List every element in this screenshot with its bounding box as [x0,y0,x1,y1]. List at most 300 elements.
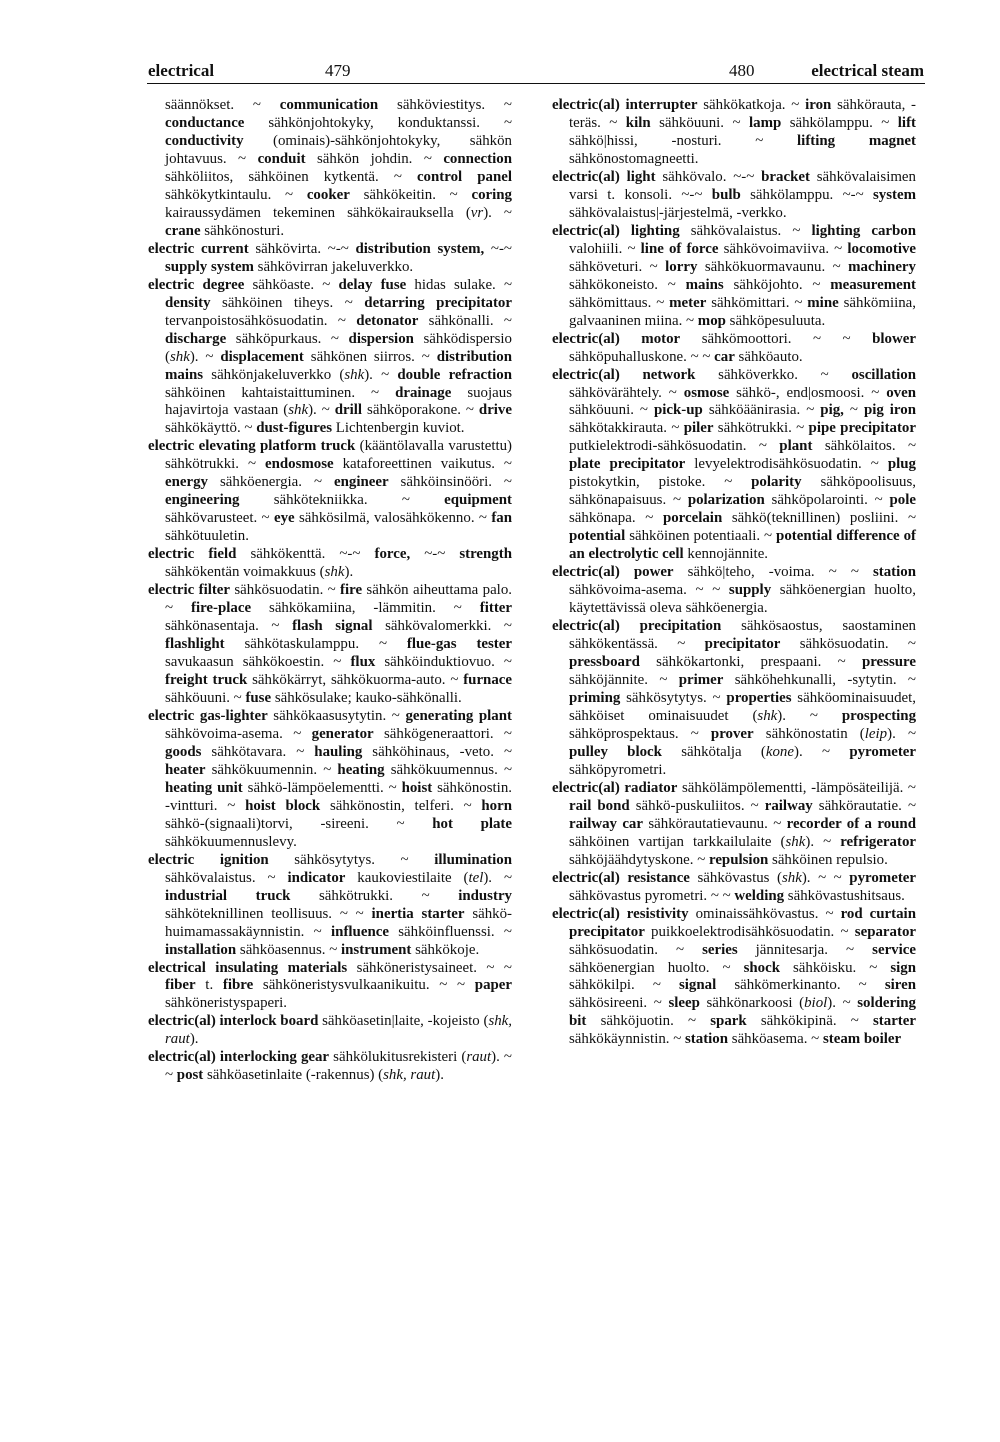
definition-text: sähköuuni. ~ [165,689,246,706]
definition-text: sähkövalomerkki. ~ [372,618,512,635]
headword: heating unit [165,779,243,796]
headword: flue-gas tester [406,636,512,653]
definition-text: ~ [843,402,864,419]
headword: flash signal [292,618,373,635]
definition-text: kataforeettinen vaikutus. ~ [333,456,512,473]
definition-text: sähkön aiheuttama palo. ~ [165,582,512,617]
dictionary-entry [552,780,916,870]
definition-text: ). ~ [364,366,398,383]
headword: bulb [711,186,741,203]
definition-text: sähkötuuletin. [165,528,249,545]
headword: electric(al) lighting [552,222,680,239]
headword: potential [569,528,626,545]
definition-text: ). ~ [793,743,850,760]
definition-text: sähkösytytys. ~ [620,689,727,706]
headword: oven [886,384,916,401]
definition-text: sähköauto. [734,348,803,365]
definition-text: sähköpurkaus. ~ [226,330,349,347]
headword: siren [884,977,916,994]
definition-text: sähköverkko. ~ [695,366,852,383]
headword: electric(al) resistivity [552,905,689,922]
definition-text: sähkö-(signaali)torvi, -sireeni. ~ [165,815,433,832]
definition-text: sähköneristysvulkaanikuitu. ~ ~ [253,977,475,994]
definition-text: sähköjohto. ~ [723,276,831,293]
headword: illumination [434,851,512,868]
field-label: shk, raut [383,1067,436,1084]
definition-text: sähkönostomagneetti. [569,150,699,167]
definition-text: sähkövalaistus|-järjestelmä, -verkko. [569,204,787,221]
headword: welding [734,887,785,904]
definition-text: sähkökärryt, sähkökuorma-auto. ~ [247,672,464,688]
definition-text: jännitesarja. ~ [737,941,873,958]
headword: distribution system, [355,240,485,257]
headword: polarization [687,492,765,509]
definition-text: sähköneristysaineet. ~ ~ [347,959,512,976]
definition-text: sähkötrukki. ~ [713,420,809,437]
headword: railway car [569,815,643,832]
field-label: shk [344,366,365,383]
definition-text: sähkö-puskuliitos. ~ [629,797,765,814]
definition-text: sähkökäyttö. ~ [165,420,257,437]
definition-text: sähkögeneraattori. ~ [373,725,512,742]
definition-text: sähköasetinlaite (-rakennus) ( [203,1067,384,1084]
definition-text: sähkösytytys. ~ [268,851,435,868]
headword: lift [897,114,916,131]
headword: kiln [625,114,651,131]
headword: goods [165,743,202,760]
headword: locomotive [847,240,917,257]
headword: measurement [830,276,916,293]
definition-text: sähköinen kahtaistaittuminen. ~ [165,384,396,401]
definition-text: tervanpoistosähkösuodatin. ~ [165,312,357,329]
headword: electric(al) radiator [552,779,678,796]
field-label: leip [864,725,888,742]
definition-text: sähkövalaistus. ~ [679,222,812,239]
field-label: tel [468,869,484,886]
headword: installation [165,941,237,958]
definition-text: sähkökentän voimakkuus ( [165,564,325,581]
headword: mains [685,276,724,293]
definition-text: ). ~ [483,869,512,886]
definition-text: sähkökuumennuslevy. [165,833,297,850]
headword: connection [443,150,512,167]
definition-text: sähkösireeni. ~ [569,995,669,1012]
headword: dust-figures [256,420,333,437]
definition-text: Lichtenbergin kuviot. [332,420,465,437]
definition-text: sähkötavara. ~ [201,743,315,760]
headword: pig iron [863,402,917,419]
headword: control panel [416,168,512,185]
field-label: shk [288,402,309,419]
field-label: shk, raut [165,1013,513,1048]
definition-text: puikkoelektrodisähkösuodatin. ~ [644,923,855,940]
definition-text: sähköliitos, sähköinen kytkentä. ~ [165,168,417,185]
definition-text: sähköneristyspaperi. [165,995,287,1012]
dictionary-entry [148,708,512,852]
headword: hauling [314,743,363,760]
definition-text: sähkövastushitsaus. [784,887,905,904]
definition-text: sähkökipinä. ~ [746,1013,873,1030]
headword: crane [165,222,201,239]
definition-text: sähköjäähdytyskone. ~ [569,851,709,868]
definition-text: sähkö|hissi, -nosturi. ~ [569,132,798,149]
definition-text: sähkövoimaviiva. ~ [718,240,848,257]
definition-text: sähköäänirasia. ~ [702,402,821,419]
headword: repulsion [708,851,769,868]
headword: endosmose [264,456,334,473]
headword: force, [374,546,411,563]
definition-text: valohiili. ~ [569,240,641,257]
definition-text: sähkömittaus. ~ [569,294,670,311]
definition-text: sähkökatkoja. ~ [697,97,806,113]
dictionary-entry [552,906,916,1050]
headword: drainage [395,384,452,401]
definition-text: sähköpolarointi. ~ [764,492,890,509]
definition-text: sähkönostatin ( [753,725,865,742]
left-page-number: 479 [325,61,351,80]
headword: generator [311,725,374,742]
headword: delay fuse [338,276,407,293]
definition-text: sähkökäynnistin. ~ [569,1031,686,1048]
dictionary-entry [552,169,916,223]
definition-text: sähkökamiina, -lämmitin. ~ [251,600,480,617]
definition-text: sähkösuodatin. ~ [569,941,703,958]
definition-text: sähkövastus pyrometri. ~ ~ [569,887,735,904]
definition-text: t. [195,977,223,994]
definition-text: sähkönostin. -vintturi. ~ [165,779,512,814]
definition-text: sähkö(teknillinen) posliini. ~ [722,510,916,527]
headword: eye [273,510,295,527]
dictionary-entry [552,223,916,331]
headword: hoist [401,779,433,796]
headword: osmose [683,384,730,401]
headword: recorder of a round [786,815,916,832]
definition-text: sähköjännite. ~ [569,672,679,688]
definition-text: ). ~ [777,707,842,724]
definition-text: sähköinfluenssi. ~ [388,923,512,940]
definition-text: sähkökoje. [411,941,480,958]
definition-text: sähköhinaus, -veto. ~ [362,743,512,760]
definition-text: kaukoviestilaite ( [345,869,469,886]
headword: supply system [165,258,254,275]
definition-text: sähkökaasusytytin. ~ [267,707,406,724]
headword: mop [697,312,726,329]
definition-text: sähkövarusteet. ~ [165,510,274,527]
definition-text: sähkötakkirauta. ~ [569,420,684,437]
headword: electric(al) power [552,564,674,581]
definition-text: sähkökenttä. ~-~ [236,546,375,563]
headword: double refraction [397,366,512,383]
definition-text: sähkökeitin. ~ [349,186,472,203]
headword: blower [872,330,916,347]
headword: conductance [165,114,245,131]
headword: soldering bit [569,995,917,1030]
headword: lorry [665,258,698,275]
definition-text: sähkömerkinanto. ~ [716,977,885,994]
headword: piler [683,420,714,437]
headword: heating [337,761,385,778]
dictionary-entry [552,564,916,618]
definition-text: sähkösaostus, saostaminen sähkökentässä. ~ [569,618,916,653]
definition-text: sähkötrukki. ~ [290,887,459,904]
dictionary-entry [552,331,916,367]
dictionary-entry [552,870,916,906]
definition-text: sähköaste. ~ [244,276,339,293]
definition-text: sähkölaitos. ~ [812,438,916,455]
definition-text: sähköpyrometri. [569,761,667,778]
definition-text: sähkökytkintaulu. ~ [165,186,307,203]
headword: coring [471,186,512,203]
right-page-number: 480 [729,61,755,80]
headword: potential difference of an electrolytic cell [569,528,916,563]
headword: iron [805,97,832,113]
definition-text: sähkötalja ( [661,743,766,760]
definition-text: sähkönosturi. [200,222,285,239]
definition-text: sähköenergia. ~ [208,474,334,491]
headword: properties [726,689,792,706]
definition-text: sähkövirran jakeluverkko. [253,258,414,275]
headword: plate precipitator [569,456,686,473]
headword: industry [458,887,512,904]
headword: fan [491,510,512,527]
headword: electric degree [148,276,245,293]
definition-text: ). ~ [189,348,221,365]
definition-text: sähköisku. ~ [779,959,891,976]
headword: fire [340,582,363,599]
dictionary-entry [148,960,512,1014]
definition-text: sähköasema. ~ [728,1031,823,1048]
definition-text: sähkönapa. ~ [569,510,663,527]
headword: conductivity [165,132,244,149]
dictionary-entry [148,852,512,960]
definition-text: sähkö-lämpöelementti. ~ [242,779,402,796]
headword: precipitator [704,636,781,653]
definition-text: sähkösulake; kauko-sähkönalli. [271,689,462,706]
field-label: shk [785,833,806,850]
definition-text: sähkövastus ( [689,869,782,886]
definition-text: sähköenergian huolto, käytettävissä oleva sähköenergia. [569,582,916,617]
definition-text: sähköasennus. ~ [236,941,342,958]
definition-text: sähköinen vartijan tarkkailulaite ( [569,833,786,850]
left-column [148,97,512,1085]
headword: energy [165,474,208,491]
headword: generating plant [405,707,512,724]
definition-text: sähkösilmä, valosähkökenno. ~ [294,510,492,527]
right-column [552,97,916,1049]
definition-text: sähkövärähtely. ~ [569,384,684,401]
definition-text: sähköteknillinen teollisuus. ~ ~ [165,905,372,922]
field-label: biol [804,995,828,1012]
field-label: shk [757,707,778,724]
headword: pole [889,492,916,509]
headword: pick-up [654,402,703,419]
definition-text: sähkösuodatin. ~ [230,582,341,599]
headword: heater [165,761,206,778]
headword: conduit [257,150,306,167]
headword: equipment [444,492,512,509]
definition-text: sähkönen siirros. ~ [303,348,437,365]
definition-text: savukaasun sähkökoestin. ~ [165,654,351,671]
headword: freight truck [165,672,248,688]
headword: electrical insulating materials [148,959,348,976]
field-label: kone [765,743,794,760]
definition-text: kairaussydämen tekeminen sähkökairauksella ( [165,204,471,221]
field-label: shk [781,869,802,886]
headword: priming [569,689,621,706]
definition-text: sähköinen repulsio. [768,851,888,868]
headword: cooker [306,186,350,203]
headword: rod curtain precipitator [569,905,916,940]
definition-text: sähkökartonki, prespaani. ~ [639,654,862,671]
headword: porcelain [662,510,723,527]
definition-text: sähkövoima-asema. ~ [165,725,312,742]
definition-text: kennojännite. [683,546,769,563]
headword: electric field [148,546,237,563]
headword: influence [331,923,389,940]
definition-text: sähkövalo. ~-~ [655,168,762,185]
definition-text: sähköpuhalluskone. ~ ~ [569,348,715,365]
headword: sign [890,959,916,976]
header-rule [147,83,925,84]
definition-text: sähkönalli. ~ [418,312,512,329]
definition-text: sähköominaisuudet, sähköiset ominaisuudet ( [569,689,916,724]
headword: prospecting [841,707,917,724]
definition-text: ). [435,1067,444,1084]
definition-text: sähköpesuluuta. [725,312,826,329]
dictionary-entry [148,1013,512,1049]
headword: flux [350,654,376,671]
headword: steam boiler [822,1031,902,1048]
definition-text: sähkölukitusrekisteri ( [329,1049,467,1066]
headword: fiber [165,977,196,994]
headword: railway [764,797,813,814]
headword: oscillation [851,366,916,383]
headword: service [872,941,916,958]
definition-text: ). ~ [805,833,841,850]
definition-text: ). ~ [827,995,858,1012]
dictionary-entry [148,582,512,708]
headword: drive [478,402,512,419]
definition-text: sähkön johdin. ~ [305,150,444,167]
definition-text: sähkönasentaja. ~ [165,618,293,635]
headword: pyrometer [849,743,917,760]
field-label: shk [169,348,190,365]
headword: line of force [640,240,719,257]
headword: electric current [148,240,249,257]
headword: post [176,1067,204,1084]
headword: series [702,941,738,958]
definition-text: sähkömiina, galvaaninen miina. ~ [569,294,916,329]
headword: detarring precipitator [364,294,512,311]
definition-text: sähköinduktiovuo. ~ [375,654,512,671]
headword: electric(al) interrupter [552,97,698,113]
definition-text: sähkövalaistus. ~ [165,869,288,886]
definition-text: putkielektrodi-sähkösuodatin. ~ [569,438,780,455]
headword: instrument [341,941,412,958]
dictionary-entry [552,97,916,169]
definition-text: sähkölämpölementti, -lämpösäteilijä. ~ [677,779,916,796]
dictionary-entry [552,367,916,565]
dictionary-entry [148,546,512,582]
headword: starter [873,1013,916,1030]
headword: plant [779,438,813,455]
definition-text: sähköuuni. ~ [569,402,654,419]
headword: strength [459,546,512,563]
definition-text: levyelektrodisähkösuodatin. ~ [685,456,888,473]
dictionary-entry [148,1049,512,1085]
definition-text: ). ~ [308,402,335,419]
dictionary-entry [148,438,512,546]
definition-text: ). ~ ~ [801,869,850,886]
headword: pig, [820,402,844,419]
field-label: shk [324,564,345,581]
headword: hoist block [245,797,321,814]
headword: fire-place [191,600,252,617]
headword: supply [728,582,772,599]
headword: industrial truck [165,887,291,904]
headword: fuse [245,689,272,706]
headword: plug [887,456,916,473]
definition-text: sähkörautatievaunu. ~ [643,815,787,832]
headword: electric(al) network [552,366,696,383]
headword: displacement [220,348,304,365]
definition-text: sähköuuni. ~ [650,114,749,131]
headword: signal [678,977,717,994]
headword: engineer [333,474,389,491]
headword: electric(al) motor [552,330,681,347]
headword: machinery [848,258,916,275]
headword: shock [743,959,780,976]
headword: inertia starter [371,905,465,922]
headword: pipe precipitator [808,420,916,437]
definition-text: sähkötaskulamppu. ~ [224,636,407,653]
definition-text: hidas sulake. ~ [406,276,512,293]
definition-text: ). [189,1031,199,1048]
definition-text: sähköpoolisuus, sähkönapaisuus. ~ [569,474,916,509]
headword: engineering [165,492,240,509]
definition-text: säännökset. ~ [165,97,280,113]
headword: electric(al) interlocking gear [148,1049,330,1066]
definition-text: sähkönjohtokyky, konduktanssi. ~ [244,114,512,131]
definition-text: sähkömittari. ~ [706,294,808,311]
definition-text: sähkö-, end|osmoosi. ~ [729,384,887,401]
headword: discharge [165,330,227,347]
definition-text: sähkötekniikka. ~ [239,492,445,509]
headword: electric elevating platform truck [148,438,356,455]
headword: station [685,1031,729,1048]
headword: dispersion [348,330,414,347]
definition-text: suojaus hajavirtoja vastaan ( [165,384,512,419]
dictionary-entry [552,618,916,780]
definition-text: sähkösuodatin. ~ [780,636,916,653]
headword: electric(al) precipitation [552,618,722,635]
definition-text: sähköviestitys. ~ [378,97,512,113]
headword: pressboard [569,654,640,671]
headword: furnace [463,672,512,688]
headword: electric(al) interlock board [148,1013,319,1030]
headword: lamp [748,114,782,131]
definition-text: sähkölamppu. ~-~ [740,186,873,203]
definition-text: sähköinen tiheys. ~ [210,294,365,311]
headword: primer [678,672,724,688]
headword: density [165,294,211,311]
definition-text: sähköenergian huolto. ~ [569,959,744,976]
definition-text: sähköveturi. ~ [569,258,666,275]
definition-text: sähkö|teho, -voima. ~ ~ [673,564,873,581]
headword: car [714,348,735,365]
headword: electric(al) light [552,168,656,185]
definition-text: sähköporakone. ~ [362,402,479,419]
